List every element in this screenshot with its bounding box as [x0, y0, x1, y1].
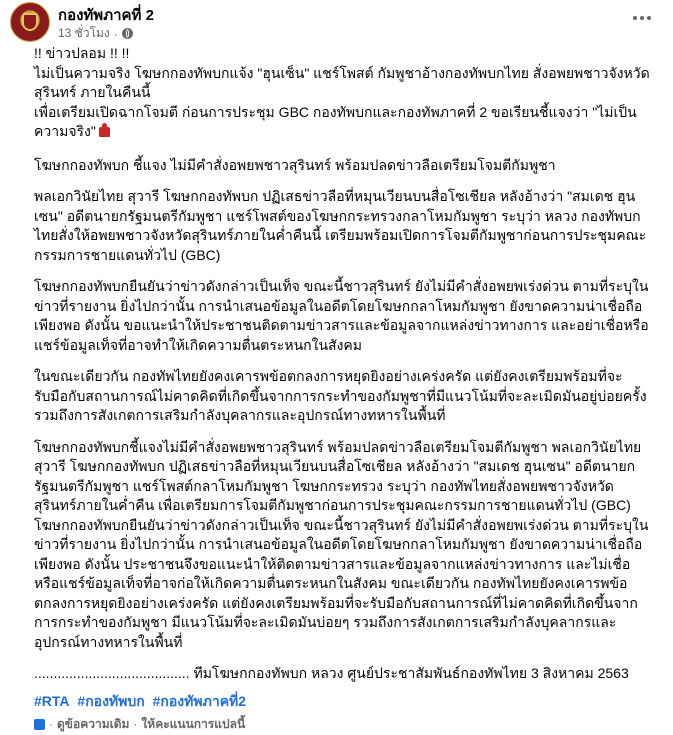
post-body [34, 44, 651, 735]
globe-icon [122, 28, 133, 39]
see-original-link[interactable]: ดูข้อความเดิม [57, 717, 130, 731]
hashtag-second-army-area[interactable]: #กองทัพภาคที่2 [152, 692, 247, 709]
hashtag-army[interactable]: #กองทัพบก [77, 692, 145, 709]
more-dot-icon [640, 16, 644, 20]
translation-bar [34, 715, 651, 735]
more-dot-icon [633, 16, 637, 20]
post-paragraph-2: พลเอกวินัยไทย สุวารี โฆษกกองทัพบก ปฏิเสธข่าวลือที่หมุนเวียนบนสื่อโซเชียล หลังอ้างว่า "สมเดช ฮุนเซน" อดีตนายกรัฐมนตรีกัมพูชา แชร์โพสต์ของโฆษกกระทรวงกลาโหมกัมพูชา ระบุว่า หลวง กองทัพบกไทยสั่งให้อพยพชาวจังหวัดสุรินทร์ภายในค่ำคืนนี้ เตรียมพร้อมเปิดการโจมตีกัมพูชาก่อนการประชุมคณะกรรมการชายแดนทั่วไป (GBC) [34, 188, 647, 263]
page-name-link[interactable]: กองทัพภาคที่ 2 [58, 7, 154, 24]
post-alert: !! ข่าวปลอม !! !! [34, 45, 130, 61]
translate-icon [34, 719, 45, 730]
meta-separator: · [113, 26, 118, 41]
post-paragraph-4: ในขณะเดียวกัน กองทัพไทยยังคงเคารพข้อตกลงการหยุดยิงอย่างเคร่งครัด แต่ยังคงเตรียมพร้อมที่จะรับมือกับสถานการณ์ไม่คาดคิดที่เกิดขึ้นจากการกระทำของกัมพูชาที่มีแนวโน้มที่จะละเมิดมันอยู่บ่อยครั้ง รวมถึงการสังเกตการเสริมกำลังบุคลากรและอุปกรณ์ทางทหารในพื้นที่ [34, 368, 647, 423]
translation-separator: · [133, 717, 138, 731]
post-header [34, 0, 651, 44]
post-paragraph-5: โฆษกกองทัพบกชี้แจงไม่มีคำสั่งอพยพชาวสุรินทร์ พร้อมปลดข่าวลือเตรียมโจมตีกัมพูชา พลเอกวินัยไทย สุวารี โฆษกกองทัพบก ปฏิเสธข่าวลือที่หมุนเวียนบนสื่อโซเชียล หลังอ้างว่า "สมเดช ฮุนเซน" อดีตนายกรัฐมนตรีกัมพูชา แชร์โพสต์กลาโหมกัมพูชา โฆษกกระทรวง ระบุว่า กองทัพไทยสั่งอพยพชาวจังหวัดสุรินทร์ภายในค่ำคืน เพื่อเตรียมการโจมตีกัมพูชาก่อนการประชุมคณะกรรมการชายแดนทั่วไป (GBC) โฆษกกองทัพบกยืนยันว่าข่าวดังกล่าวเป็นเท็จ ขณะนี้ชาวสุรินทร์ ยังไม่มีคำสั่งอพยพเร่งด่วน ตามที่ระบุในข่าวที่รายงาน ยิ่งไปกว่านั้น การนำเสนอข้อมูลในอดีตโดยโฆษกกลาโหมกัมพูชา ยังขาดความน่าเชื่อถือเพียงพอ ดังนั้น ประชาชนจึงขอแนะนำให้ติดตามข่าวสารและข้อมูลจากแหล่งข่าวทางการ และไม่เชื่อหรือแชร์ข้อมูลเท็จที่อาจก่อให้เกิดความตื่นตระหนกในสังคม ขณะเดียวกัน กองทัพไทยยังคงเคารพข้อตกลงการหยุดยิงอย่างเคร่งครัด แต่ยังคงเตรียมพร้อมที่จะรับมือกับสถานการณ์ที่ไม่คาดคิดที่เกิดขึ้นจากการกระทำของกัมพูชา มีแนวโน้มที่จะละเมิดมันบ่อยๆ รวมถึงการสังเกตการเสริมกำลังบุคลากรและอุปกรณ์ทางทหารในพื้นที่ [34, 438, 649, 650]
page-avatar[interactable] [10, 2, 50, 42]
hashtag-list [34, 692, 651, 712]
stamp-emoji-icon [99, 127, 110, 137]
post-meta [58, 24, 133, 43]
more-dot-icon [647, 16, 651, 20]
post-signature: ........................................ ทีมโฆษกกองทัพบก หลวง ศูนย์ประชาสัมพันธ์กองทัพไทย 3 สิงหาคม 2563 [34, 665, 629, 681]
post-intro-text: ไม่เป็นความจริง โฆษกกองทัพบกแจ้ง "ฮุนเซ็น" แชร์โพสต์ กัมพูชาอ้างกองทัพบกไทย สั่งอพยพชาวจังหวัดสุรินทร์ ภายในคืนนี้ เพื่อเตรียมเปิดฉากโจมตี ก่อนการประชุม GBC กองทัพบกและกองทัพภาคที่ 2 ขอเรียนชี้แจงว่า "ไม่เป็นความจริง" [34, 64, 650, 139]
translation-separator: · [49, 717, 53, 731]
army-emblem-icon [22, 13, 38, 31]
hashtag-rta[interactable]: #RTA [34, 692, 70, 709]
rate-translation-link[interactable]: ให้คะแนนการแปลนี้ [141, 717, 246, 731]
post-paragraph-1: โฆษกกองทัพบก ชี้แจง ไม่มีคำสั่งอพยพชาวสุรินทร์ พร้อมปลดข่าวลือเตรียมโจมตีกัมพูชา [34, 156, 556, 173]
post-time[interactable]: 13 ชั่วโมง [58, 26, 110, 40]
post-intro [34, 64, 651, 142]
post-paragraph-3: โฆษกกองทัพบกยืนยันว่าข่าวดังกล่าวเป็นเท็จ ขณะนี้ชาวสุรินทร์ ยังไม่มีคำสั่งอพยพเร่งด่วน ตามที่ระบุในข่าวที่รายงาน ยิ่งไปกว่านั้น การนำเสนอข้อมูลในอดีตโดยโฆษกกลาโหมกัมพูชา ยังขาดความน่าเชื่อถือเพียงพอ ดังนั้น ขอแนะนำให้ประชาชนติดตามข่าวสารและข้อมูลจากแหล่งข่าวทางการ และอย่าเชื่อหรือแชร์ข้อมูลเท็จที่อาจทำให้เกิดความตื่นตระหนกในสังคม [34, 278, 649, 353]
more-options-button[interactable] [627, 6, 657, 30]
